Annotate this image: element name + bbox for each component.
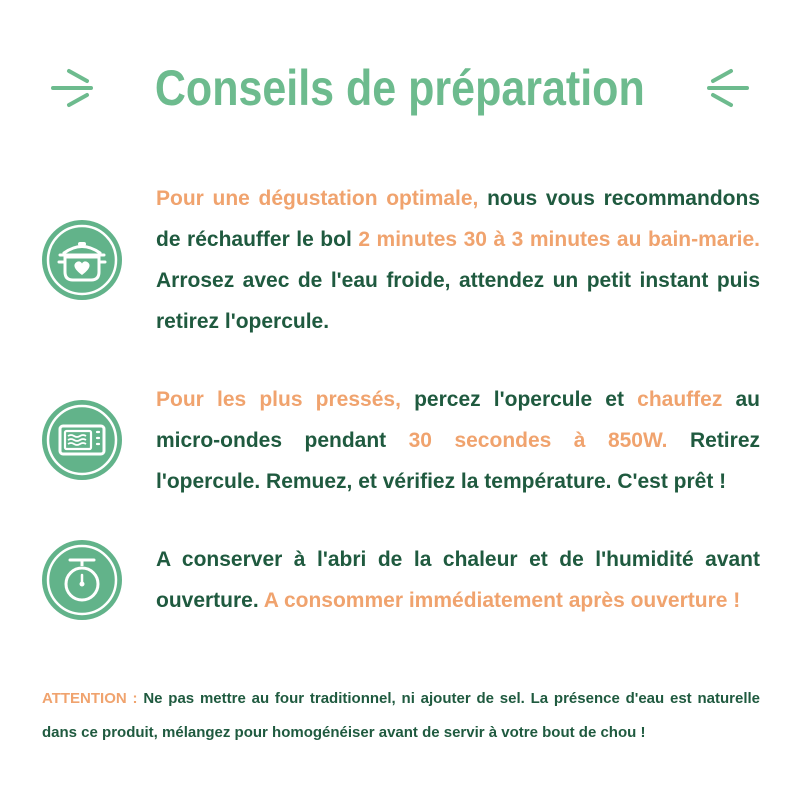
s1-part-1: nous vous recommandons de réchauffer le bol xyxy=(156,187,760,251)
page-title: Conseils de préparation xyxy=(155,60,645,116)
stopwatch-icon xyxy=(40,538,124,622)
s2-part-4: 30 secondes à 850W. xyxy=(408,428,668,452)
s2-part-5: Retirez l'opercule. Remuez, et vérifiez la température. C'est prêt ! xyxy=(156,428,760,493)
section-bain-marie xyxy=(40,175,760,345)
left-burst-icon xyxy=(47,63,97,113)
section-micro-ondes xyxy=(40,375,760,505)
s2-part-0: Pour les plus pressés, xyxy=(156,387,401,411)
microwave-icon xyxy=(40,398,124,482)
section-conservation xyxy=(40,535,760,625)
section-1-text xyxy=(156,178,760,342)
s2-part-2: chauffez xyxy=(637,387,723,411)
attention-text: Ne pas mettre au four traditionnel, ni ajouter de sel. La présence d'eau est naturelle dans ce produit, mélangez pour homogénéiser avant de servir à votre bout de chou ! xyxy=(42,690,760,741)
s1-part-0: Pour une dégustation optimale, xyxy=(156,187,479,210)
s1-part-3: Arrosez avec de l'eau froide, attendez un petit instant puis retirez l'opercule. xyxy=(156,269,760,333)
s3-part-1: A consommer immédiatement après ouverture ! xyxy=(263,589,741,612)
section-3-text xyxy=(156,539,760,621)
attention-note xyxy=(42,682,760,750)
attention-label: ATTENTION : xyxy=(42,690,138,707)
s2-part-1: percez l'opercule et xyxy=(400,387,638,411)
right-burst-icon xyxy=(703,63,753,113)
s3-part-0: A conserver à l'abri de la chaleur et de l'humidité avant ouverture. xyxy=(156,548,760,612)
title-row xyxy=(0,48,800,128)
section-2-text xyxy=(156,379,760,502)
s2-part-3: au micro-ondes pendant xyxy=(156,387,760,452)
cooking-pot-heart-icon xyxy=(40,218,124,302)
s1-part-2: 2 minutes 30 à 3 minutes au bain-marie. xyxy=(358,228,760,251)
